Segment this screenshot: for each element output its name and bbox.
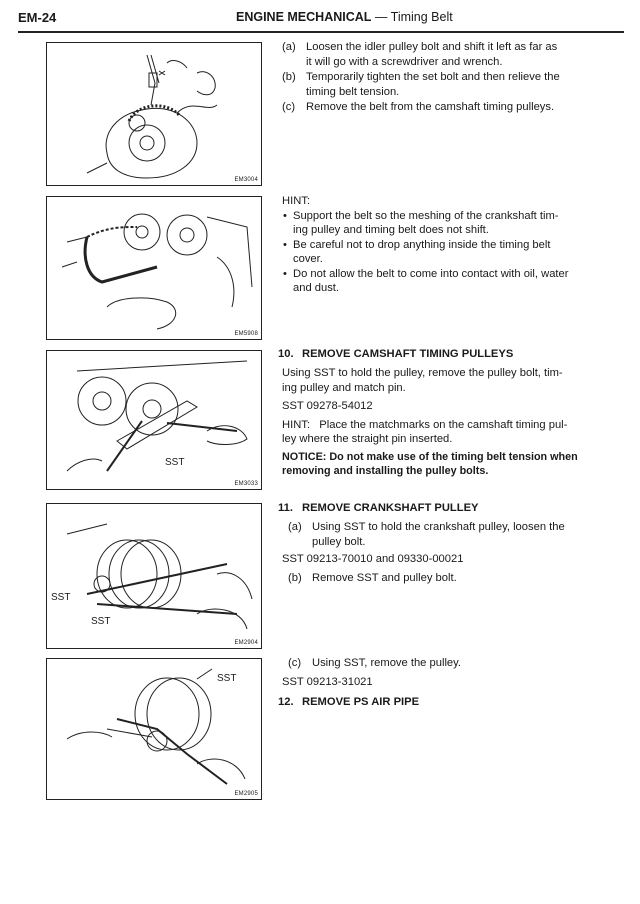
idler-pulley-illustration bbox=[47, 43, 261, 185]
topic-title: Timing Belt bbox=[390, 10, 453, 24]
sst-label: SST bbox=[51, 592, 71, 603]
step-11-continued bbox=[282, 656, 602, 690]
section-title: ENGINE MECHANICAL bbox=[236, 10, 372, 24]
figure-code: EM2905 bbox=[234, 791, 258, 797]
step-heading: 12. REMOVE PS AIR PIPE bbox=[278, 696, 420, 708]
sst-number: SST 09213-70010 and 09330-00021 bbox=[282, 553, 464, 565]
list-item: (a) Using SST to hold the crankshaft pulley, loosen the pulley bolt. bbox=[288, 521, 565, 548]
header-divider bbox=[18, 31, 624, 33]
title-dash: — bbox=[374, 10, 388, 24]
hint-block bbox=[282, 194, 602, 296]
list-item: • Be careful not to drop anything inside the timing belt cover. bbox=[283, 238, 551, 265]
list-item: • Support the belt so the meshing of the crankshaft tim- ing pulley and timing belt does not shift. bbox=[283, 209, 559, 236]
step-heading: 11. REMOVE CRANKSHAFT PULLEY bbox=[278, 502, 479, 514]
list-item: • Do not allow the belt to come into contact with oil, water and dust. bbox=[283, 267, 569, 294]
belt-removal-steps bbox=[282, 40, 602, 115]
timing-belt-illustration bbox=[47, 197, 261, 339]
figure-pulley-removal bbox=[46, 658, 262, 800]
list-item: (b) Temporarily tighten the set bolt and then relieve the timing belt tension. bbox=[282, 71, 560, 98]
figure-code: EM3033 bbox=[234, 481, 258, 487]
crankshaft-pulley-illustration bbox=[47, 504, 261, 648]
figure-camshaft-pulleys bbox=[46, 350, 262, 490]
camshaft-pulleys-illustration bbox=[47, 351, 261, 489]
step-10-body: Using SST to hold the pulley, remove the pulley bolt, tim- ing pulley and match pin. SST 09278-54012 HINT: Place the matchmarks on the camshaft timing pul- ley where the straight pin inserted. NOTICE: Do not make use of the timing belt tension when removing and installing the pulley bolts. bbox=[282, 366, 602, 479]
figure-timing-belt bbox=[46, 196, 262, 340]
figure-code: EM5908 bbox=[234, 331, 258, 337]
page-header bbox=[18, 10, 624, 32]
figure-idler-pulley bbox=[46, 42, 262, 186]
figure-crankshaft-pulley bbox=[46, 503, 262, 649]
figure-code: EM3004 bbox=[234, 177, 258, 183]
figure-code: EM2904 bbox=[234, 640, 258, 646]
page-title bbox=[236, 10, 453, 24]
page-number: EM-24 bbox=[18, 10, 57, 25]
hint-label: HINT: bbox=[282, 195, 310, 207]
step-11-body bbox=[282, 520, 602, 586]
sst-number: SST 09278-54012 bbox=[282, 400, 373, 412]
list-item: (c) Remove the belt from the camshaft timing pulleys. bbox=[282, 101, 555, 113]
list-item: (a) Loosen the idler pulley bolt and shift it left as far as it will go with a screwdriver and wrench. bbox=[282, 41, 558, 68]
list-item: (c) Using SST, remove the pulley. bbox=[288, 657, 462, 669]
hint-text: HINT: Place the matchmarks on the camshaft timing pul- bbox=[282, 418, 568, 431]
sst-label: SST bbox=[165, 457, 185, 468]
list-item: (b) Remove SST and pulley bolt. bbox=[288, 571, 457, 584]
sst-label: SST bbox=[91, 616, 111, 627]
notice-text: NOTICE: Do not make use of the timing belt tension when removing and installing the pulley bolts. bbox=[282, 450, 578, 477]
sst-number: SST 09213-31021 bbox=[282, 676, 373, 688]
step-heading: 10. REMOVE CAMSHAFT TIMING PULLEYS bbox=[278, 348, 514, 360]
sst-label: SST bbox=[217, 673, 237, 684]
